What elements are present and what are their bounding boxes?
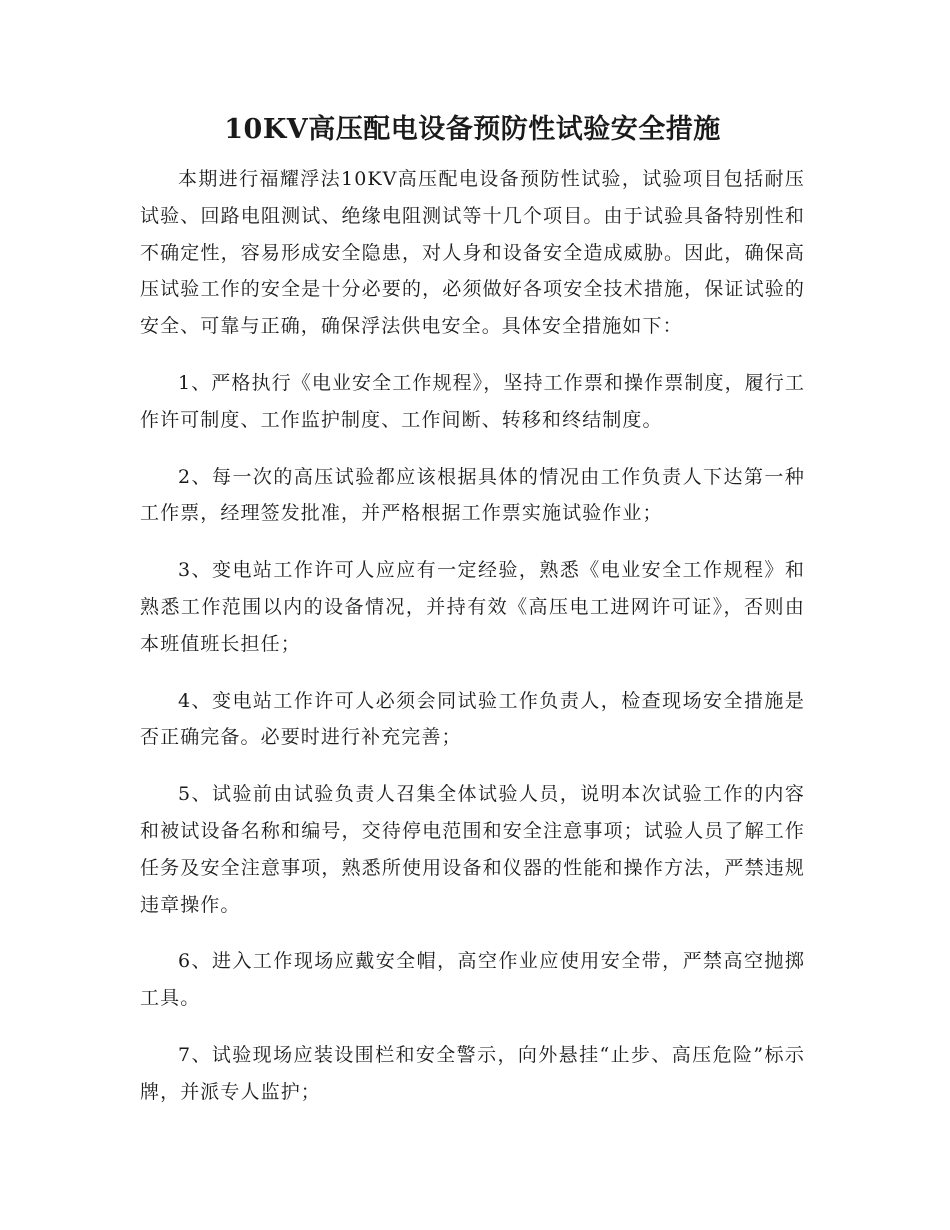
measure-item-7: 7、试验现场应装设围栏和安全警示，向外悬挂“止步、高压危险”标示牌，并派专人监护； bbox=[140, 1043, 805, 1103]
document-title: 10KV高压配电设备预防性试验安全措施 bbox=[224, 114, 721, 145]
measure-item-1: 1、严格执行《电业安全工作规程》，坚持工作票和操作票制度，履行工作许可制度、工作监护制度、工作间断、转移和终结制度。 bbox=[140, 371, 805, 431]
measure-item-4: 4、变电站工作许可人必须会同试验工作负责人，检查现场安全措施是否正确完备。必要时进行补充完善； bbox=[140, 689, 805, 749]
measure-item-3: 3、变电站工作许可人应应有一定经验，熟悉《电业安全工作规程》和熟悉工作范围以内的设备情况，并持有效《高压电工进网许可证》，否则由本班值班长担任； bbox=[140, 559, 805, 655]
measure-item-5: 5、试验前由试验负责人召集全体试验人员，说明本次试验工作的内容和被试设备名称和编号，交待停电范围和安全注意事项；试验人员了解工作任务及安全注意事项，熟悉所使用设备和仪器的性能和操作方法，严禁违规违章操作。 bbox=[140, 783, 805, 916]
measure-item-6: 6、进入工作现场应戴安全帽，高空作业应使用安全带，严禁高空抛掷工具。 bbox=[140, 950, 805, 1010]
intro-paragraph: 本期进行福耀浮法10KV高压配电设备预防性试验，试验项目包括耐压试验、回路电阻测试、绝缘电阻测试等十几个项目。由于试验具备特别性和不确定性，容易形成安全隐患，对人身和设备安全造成威胁。因此，确保高压试验工作的安全是十分必要的，必须做好各项安全技术措施，保证试验的安全、可靠与正确，确保浮法供电安全。具体安全措施如下： bbox=[140, 168, 805, 338]
measure-item-2: 2、每一次的高压试验都应该根据具体的情况由工作负责人下达第一种工作票，经理签发批准，并严格根据工作票实施试验作业； bbox=[140, 465, 805, 525]
document-page bbox=[140, 108, 805, 1111]
